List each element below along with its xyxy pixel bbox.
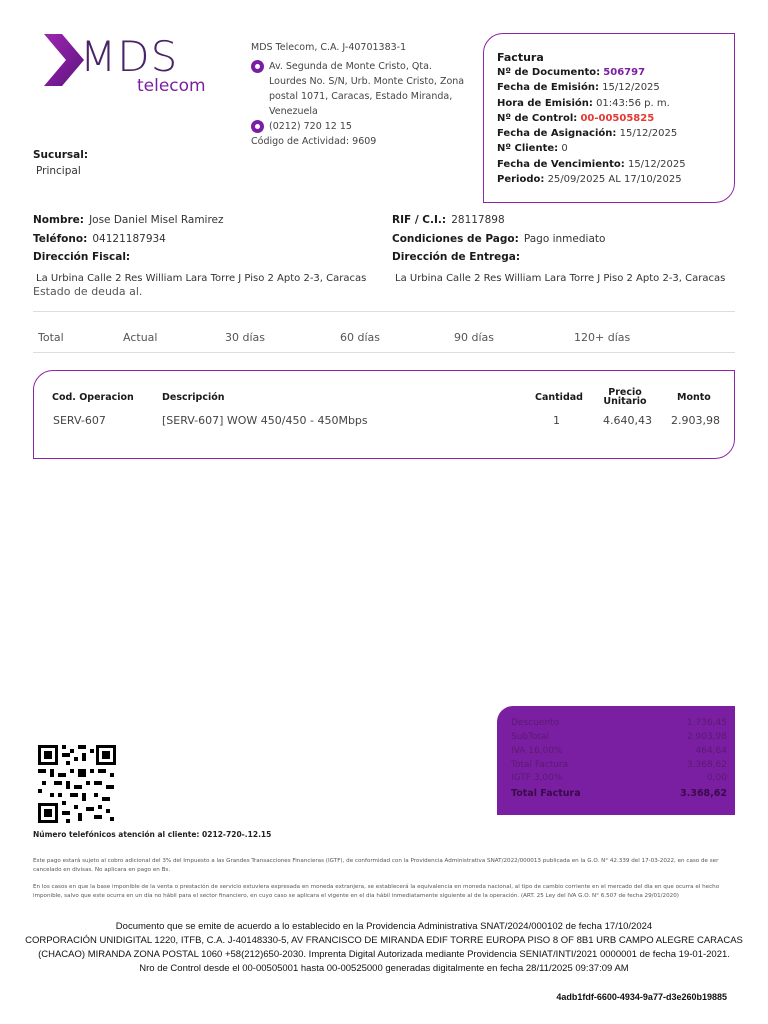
location-pin-icon	[251, 60, 264, 73]
total-label: Total Factura	[511, 760, 569, 770]
footer-line-2: CORPORACIÓN UNIDIGITAL 1220, ITFB, C.A. J-40148330-5, AV FRANCISCO DE MIRANDA EDIF TORRE EUROPA PISO 8 OF 8B1 URB CAMPO ALEGRE CARACAS	[25, 935, 743, 946]
legal-igtf: Este pago estará sujeto al cobro adicional del 3% del Impuesto a las Grandes Transacciones Financieras (IGTF), de conformidad con la Providencia Administrativa SNAT/2022/000013 publicada en la G.O. N° 42.339 del 17-03-2022, en caso de ser cancelado en divisas. No aplicara en pago en Bs.	[33, 858, 719, 873]
total-row-iva	[511, 746, 727, 756]
period-value: 25/09/2025 AL 17/10/2025	[547, 174, 682, 186]
total-row-discount	[511, 718, 727, 728]
row-quantity: 1	[553, 414, 560, 427]
doc-number-label: Nº de Documento:	[497, 67, 601, 78]
legal-exchange: En los casos en que la base imponible de la venta o prestación de servicio estuviera expresada en moneda extranjera, se establecerá la equivalencia en moneda nacional, al tipo de cambio corriente en el mercado del dia en que ocurra el hecho imponible, salvo que este ocurra en un día no hábil para el sector financiero, en cuyo caso se aplicara el vigente en el dia hábil inmediatamente siguiente al de la operación. (ART. 25 Ley del IVA G.O. N° 6.507 de fecha 29/01/2020)	[33, 884, 720, 899]
control-number-value: 00-00505825	[580, 112, 655, 124]
qr-code-icon	[38, 745, 116, 823]
issue-date-value: 15/12/2025	[602, 82, 660, 94]
total-value: 1.736,45	[686, 718, 727, 728]
row-code: SERV-607	[53, 414, 106, 427]
items-table	[33, 370, 735, 459]
header-description: Descripción	[162, 392, 225, 403]
debt-col-actual: Actual	[123, 331, 158, 344]
logo-text: MDS	[80, 32, 179, 81]
document-hash: 4adb1fdf-6600-4934-9a77-d3e260b19885	[556, 992, 727, 1002]
header-unit-price: Precio Unitario	[603, 387, 647, 407]
total-value: 464,64	[695, 746, 727, 756]
issue-date-label: Fecha de Emisión:	[497, 82, 599, 94]
delivery-address-label: Dirección de Entrega:	[392, 251, 521, 263]
payment-terms-label: Condiciones de Pago:	[392, 232, 519, 245]
fiscal-address-value: La Urbina Calle 2 Res William Lara Torre J Piso 2 Apto 2-3, Caracas	[36, 272, 367, 284]
company-address: Av. Segunda de Monte Cristo, Qta. Lourdes No. S/N, Urb. Monte Cristo, Zona postal 1071, Caracas, Estado Miranda, Venezuela	[269, 61, 465, 117]
footer-notice	[20, 920, 748, 976]
total-label: IVA 16,00%	[511, 746, 563, 756]
logo-subtext: telecom	[137, 76, 206, 96]
row-unit-price: 4.640,43	[603, 414, 652, 427]
assign-date-label: Fecha de Asignación:	[497, 128, 617, 140]
company-phone: (0212) 720 12 15	[269, 121, 352, 132]
total-row-subtotal	[511, 732, 727, 742]
header-quantity: Cantidad	[535, 392, 583, 403]
row-amount: 2.903,98	[671, 414, 720, 427]
total-label: Descuento	[511, 718, 560, 728]
company-logo	[40, 30, 230, 100]
total-value: 3.368,62	[686, 760, 727, 770]
client-number-value: 0	[561, 143, 568, 155]
support-phone: Número telefónicos atención al cliente: 0212-720-.12.15	[33, 830, 272, 839]
footer-line-1: Documento que se emite de acuerdo a lo establecido en la Providencia Administrativa SNAT/2024/000102 de fecha 17/10/2024	[115, 921, 653, 932]
customer-phone-label: Teléfono:	[33, 232, 88, 245]
branch-value: Principal	[36, 165, 81, 177]
debt-title: Estado de deuda al.	[33, 285, 143, 298]
customer-name-label: Nombre:	[33, 214, 84, 226]
company-activity: Código de Actividad: 9609	[251, 136, 377, 147]
rif-label: RIF / C.I.:	[392, 214, 447, 226]
due-date-label: Fecha de Vencimiento:	[497, 158, 625, 170]
customer-name-value: Jose Daniel Misel Ramirez	[89, 214, 224, 226]
header-amount: Monto	[677, 392, 711, 403]
issue-time-label: Hora de Emisión:	[497, 97, 593, 109]
doc-number-value: 506797	[603, 67, 646, 78]
debt-col-90: 90 días	[454, 331, 495, 344]
branch-label: Sucursal:	[33, 149, 89, 161]
period-label: Periodo:	[497, 174, 545, 186]
debt-col-30: 30 días	[225, 331, 266, 344]
delivery-address-value: La Urbina Calle 2 Res William Lara Torre J Piso 2 Apto 2-3, Caracas	[395, 272, 726, 284]
invoice-title: Factura	[497, 51, 544, 64]
debt-table	[33, 311, 735, 353]
control-number-label: Nº de Control:	[497, 112, 578, 124]
footer-line-4: Nro de Control desde el 00-00505001 hasta 00-00525000 generadas digitalmente en fecha 28/11/2025 09:37:09 AM	[139, 963, 629, 974]
customer-phone-value: 04121187934	[92, 232, 166, 245]
row-description: [SERV-607] WOW 450/450 - 450Mbps	[162, 414, 368, 427]
debt-col-120: 120+ días	[574, 331, 631, 344]
company-name: MDS Telecom, C.A. J-40701383-1	[251, 42, 407, 53]
qr-code	[38, 745, 116, 823]
total-value: 2.903,98	[686, 732, 727, 742]
totals-box	[497, 706, 735, 815]
payment-terms-value: Pago inmediato	[523, 232, 606, 245]
debt-col-total: Total	[38, 331, 64, 344]
customer-left-block	[33, 210, 383, 286]
total-value: 3.368,62	[680, 788, 727, 799]
rif-value: 28117898	[451, 214, 505, 226]
assign-date-value: 15/12/2025	[619, 128, 678, 140]
phone-icon	[251, 120, 264, 133]
total-label: Total Factura	[511, 788, 581, 799]
total-row-igtf	[511, 773, 727, 783]
invoice-info-box	[483, 33, 735, 203]
footer-line-3: (CHACAO) MIRANDA ZONA POSTAL 1060 +58(212)650-2030. Imprenta Digital Autorizada mediante Providencia SENIAT/INTI/2021 0000001 de fecha 19-01-2021.	[38, 949, 730, 960]
customer-right-block	[392, 210, 742, 286]
header-code: Cod. Operacion	[52, 392, 134, 403]
issue-time-value: 01:43:56 p. m.	[596, 97, 670, 109]
debt-col-60: 60 días	[340, 331, 381, 344]
total-value: 0,00	[706, 773, 727, 783]
total-row-final	[511, 788, 727, 799]
company-info	[251, 40, 471, 149]
total-row-invoice	[511, 760, 727, 770]
total-label: SubTotal	[511, 732, 550, 742]
client-number-label: Nº Cliente:	[497, 143, 559, 155]
fiscal-address-label: Dirección Fiscal:	[33, 251, 131, 263]
due-date-value: 15/12/2025	[627, 158, 686, 170]
total-label: IGTF 3,00%	[511, 773, 563, 783]
